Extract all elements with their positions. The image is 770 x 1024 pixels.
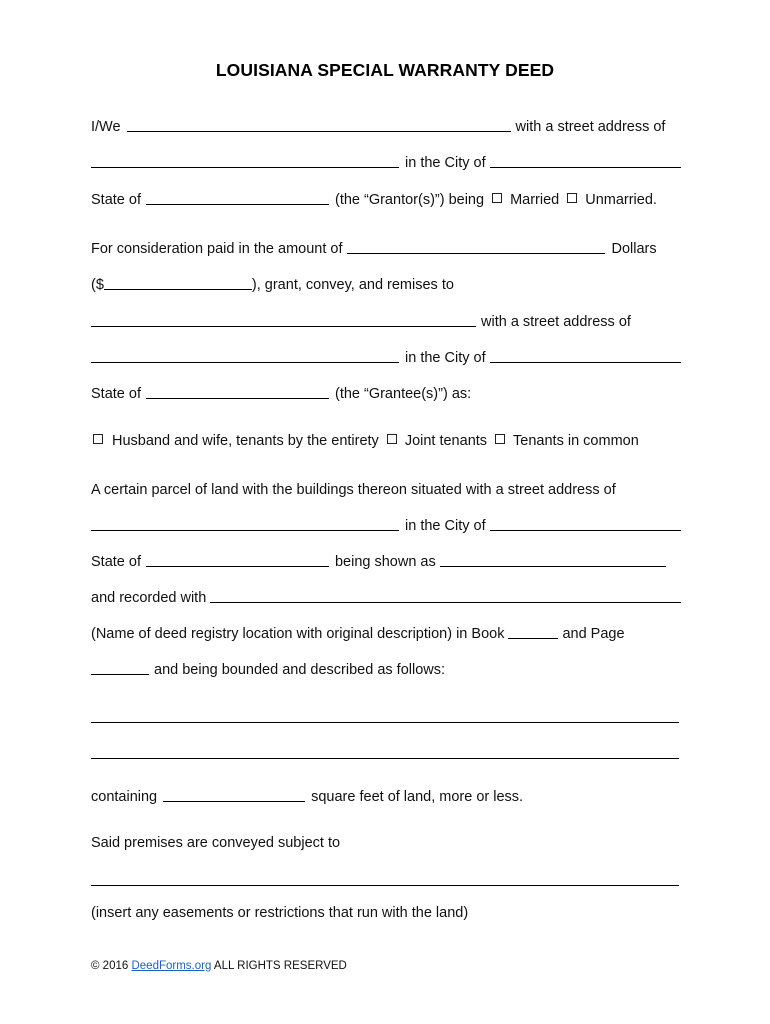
consideration-line: [91, 238, 681, 260]
tenants-common-checkbox[interactable]: [495, 434, 505, 444]
easements-line[interactable]: [91, 885, 679, 886]
grantor-state-line: [91, 189, 681, 211]
consideration-words-field[interactable]: [347, 239, 605, 254]
parcel-intro-line: [91, 479, 681, 501]
label-containing: containing: [91, 789, 158, 805]
label-unmarried: Unmarried.: [585, 192, 657, 208]
footer-link[interactable]: DeedForms.org: [131, 960, 212, 972]
grantor-city-field[interactable]: [490, 153, 681, 168]
square-feet-field[interactable]: [163, 787, 305, 802]
parcel-address-line: [91, 515, 681, 537]
married-checkbox[interactable]: [492, 193, 502, 203]
label-tenants-entirety: Husband and wife, tenants by the entirety: [112, 433, 379, 449]
footer-copyright: © 2016: [91, 960, 129, 972]
label-city: in the City of: [405, 155, 486, 171]
shown-as-field[interactable]: [440, 552, 666, 567]
label-dollars: Dollars: [611, 241, 657, 257]
label-tenants-common: Tenants in common: [513, 433, 639, 449]
label-subject-to: Said premises are conveyed subject to: [91, 835, 341, 851]
label-street-address: with a street address of: [515, 119, 666, 135]
label-grantor: (the “Grantor(s)”) being: [334, 192, 485, 208]
label-shown-as: being shown as: [334, 554, 436, 570]
label-grantee: (the “Grantee(s)”) as:: [334, 386, 472, 402]
book-page-line: [91, 623, 681, 645]
tenants-entirety-checkbox[interactable]: [93, 434, 103, 444]
footer-rights: ALL RIGHTS RESERVED: [213, 960, 347, 972]
label-recorded-with: and recorded with: [91, 590, 207, 606]
label-grantee-state: State of: [91, 386, 141, 402]
bounded-line: [91, 659, 681, 681]
grantor-name-line: [91, 116, 681, 138]
label-i-we: I/We: [91, 119, 121, 135]
amount-line: [91, 274, 681, 296]
label-parcel-city: in the City of: [405, 518, 486, 534]
footer: [91, 960, 347, 972]
recorded-with-field[interactable]: [210, 588, 681, 603]
description-line-1[interactable]: [91, 722, 679, 723]
parcel-street-field[interactable]: [91, 516, 399, 531]
label-bounded: and being bounded and described as follows:: [154, 662, 446, 678]
book-field[interactable]: [508, 624, 558, 639]
grantee-name-line: [91, 311, 681, 333]
grantor-address-line: [91, 152, 681, 174]
unmarried-checkbox[interactable]: [567, 193, 577, 203]
joint-tenants-checkbox[interactable]: [387, 434, 397, 444]
grantee-name-field[interactable]: [91, 312, 476, 327]
label-married: Married: [510, 192, 560, 208]
label-square-feet: square feet of land, more or less.: [311, 789, 524, 805]
label-grantee-city: in the City of: [405, 350, 486, 366]
label-dollar-open: ($: [91, 277, 104, 293]
grantor-state-field[interactable]: [146, 190, 329, 205]
grantee-city-field[interactable]: [490, 348, 681, 363]
parcel-city-field[interactable]: [490, 516, 681, 531]
label-state: State of: [91, 192, 141, 208]
label-easements-note: (insert any easements or restrictions that run with the land): [91, 905, 469, 921]
easements-note-line: [91, 902, 681, 924]
grantee-address-line: [91, 347, 681, 369]
label-grant-convey: ), grant, convey, and remises to: [251, 277, 454, 293]
label-consideration: For consideration paid in the amount of: [91, 241, 343, 257]
label-page: and Page: [562, 626, 625, 642]
grantee-state-field[interactable]: [146, 384, 329, 399]
square-feet-line: [91, 786, 681, 808]
grantor-street-field[interactable]: [91, 153, 399, 168]
parcel-state-field[interactable]: [146, 552, 329, 567]
page-field[interactable]: [91, 660, 149, 675]
label-grantee-street: with a street address of: [481, 314, 631, 330]
document-title: LOUISIANA SPECIAL WARRANTY DEED: [215, 60, 555, 80]
parcel-state-line: [91, 551, 681, 573]
recorded-with-line: [91, 587, 681, 609]
label-parcel: A certain parcel of land with the buildings thereon situated with a street address of: [91, 482, 616, 498]
label-joint-tenants: Joint tenants: [404, 433, 488, 449]
description-line-2[interactable]: [91, 758, 679, 759]
tenancy-line: [91, 430, 681, 452]
grantor-name-field[interactable]: [127, 117, 511, 132]
label-parcel-state: State of: [91, 554, 141, 570]
grantee-street-field[interactable]: [91, 348, 399, 363]
grantee-state-line: [91, 383, 681, 405]
subject-to-line: [91, 832, 681, 854]
consideration-amount-field[interactable]: [104, 275, 252, 290]
label-book: (Name of deed registry location with original description) in Book: [91, 626, 505, 642]
